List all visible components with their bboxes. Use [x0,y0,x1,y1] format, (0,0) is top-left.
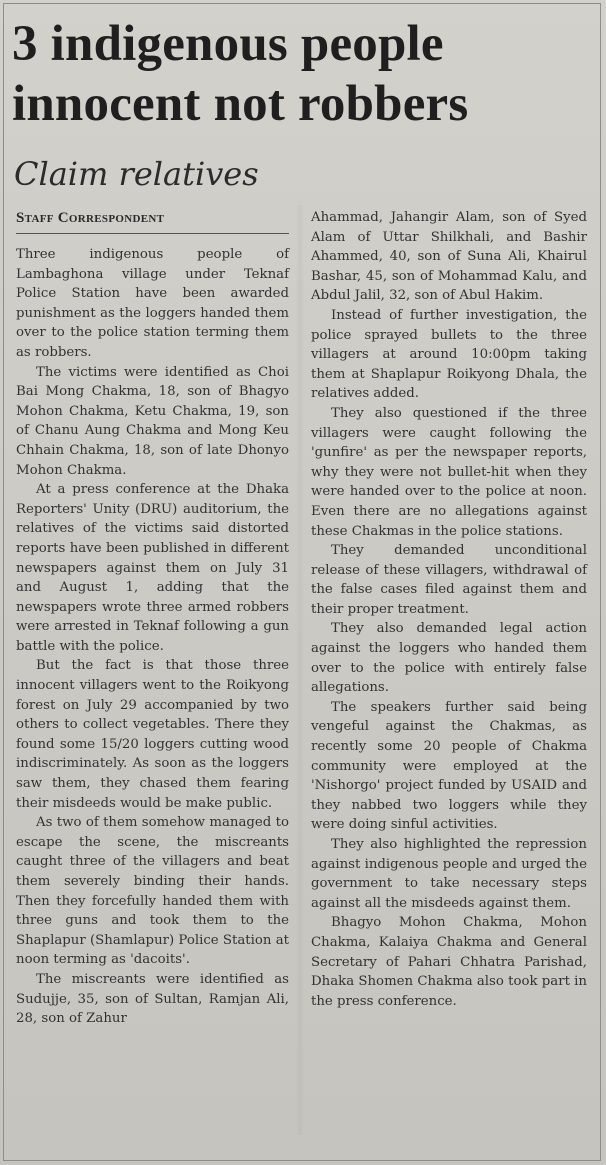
paragraph: The speakers further said being vengeful against the Chakmas, as recently some 20 people of Chakma community were employed at the 'Nishorgo' project funded by USAID and they nabbed two loggers while they were doing sinful activities. [311,699,587,833]
paragraph: But the fact is that those three innocent villagers went to the Roikyong forest on July 29 accompanied by two others to collect vegetables. There they found some 15/20 loggers cutting wood indiscriminately. As soon as the loggers saw them, they chased them fearing their misdeeds would be make public. [16,658,289,811]
headline [12,14,597,134]
paragraph: They demanded unconditional release of these villagers, withdrawal of the false cases filed against them and their proper treatment. [311,543,587,617]
paragraph: As two of them somehow managed to escape the scene, the miscreants caught three of the villagers and beat them severely binding their hands. Then they forcefully handed them with three guns and took them to the Shaplapur (Shamlapur) Police Station at noon terming as 'dacoits'. [16,815,289,968]
article-column-right [311,208,587,1011]
byline: Staff Correspondent [16,208,289,234]
paragraph: Instead of further investigation, the police sprayed bullets to the three villagers at around 10:00pm taking them at Shaplapur Roikyong Dhala, the relatives added. [311,307,587,402]
paragraph: Bhagyo Mohon Chakma, Mohon Chakma, Kalaiya Chakma and General Secretary of Pahari Chhatra Parishad, Dhaka Shomen Chakma also took part in the press conference. [311,915,587,1009]
paragraph: They also demanded legal action against the loggers who handed them over to the police with entirely false allegations. [311,621,587,696]
headline-line-1: 3 indigenous people [12,16,444,72]
paragraph: The miscreants were identified as Sudujje, 35, son of Sultan, Ramjan Ali, 28, son of Zahur [16,971,289,1027]
paragraph: They also questioned if the three villagers were caught following the 'gunfire' as per the newspaper reports, why they were not bullet-hit when they were handed over to the police at noon. Even there are no allegations against these Chakmas in the police stations. [311,405,587,539]
subheadline: Claim relatives [14,155,259,193]
headline-line-2: innocent not robbers [12,76,469,132]
paragraph: The victims were identified as Choi Bai Mong Chakma, 18, son of Bhagyo Mohon Chakma, Ketu Chakma, 19, son of Chanu Aung Chakma and Mong Keu Chhain Chakma, 18, son of late Dhonyo Mohon Chakma. [16,364,289,478]
paragraph-continuation: Ahammad, Jahangir Alam, son of Syed Alam of Uttar Shilkhali, and Bashir Ahammed, 40, son of Suna Ali, Khairul Bashar, 45, son of Mohammad Kalu, and Abdul Jalil, 32, son of Abul Hakim. [311,210,587,304]
article-column-left [16,208,289,1029]
column-gutter [296,205,304,1135]
paragraph: Three indigenous people of Lambaghona village under Teknaf Police Station have been awarded punishment as the loggers handed them over to the police station terming them as robbers. [16,247,289,360]
paragraph: They also highlighted the repression against indigenous people and urged the government to take necessary steps against all the misdeeds against them. [311,837,588,911]
paragraph: At a press conference at the Dhaka Reporters' Unity (DRU) auditorium, the relatives of the victims said distorted reports have been published in different newspapers against them on July 31 and August 1, adding that the newspapers wrote three armed robbers were arrested in Teknaf following a gun battle with the police. [16,482,289,654]
